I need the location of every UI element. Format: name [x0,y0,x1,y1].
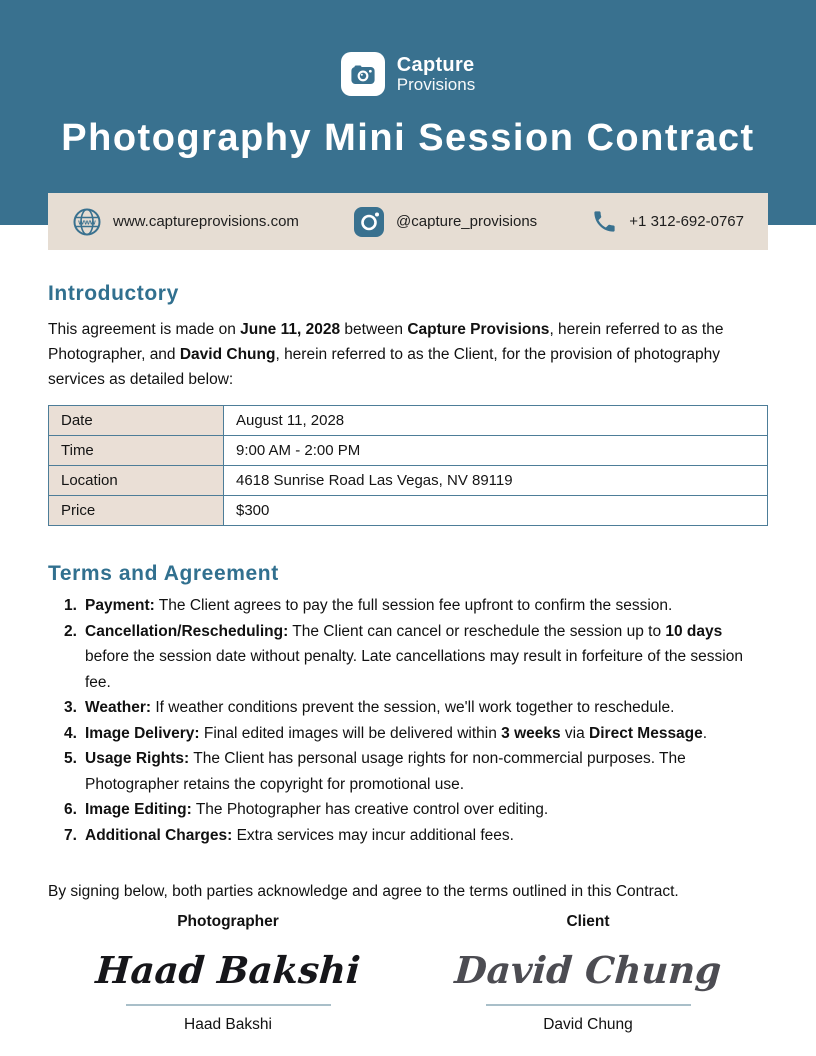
table-row-label: Location [49,466,224,496]
brand-name-top: Capture [396,53,475,76]
introductory-heading: Introductory [48,282,179,305]
term-text: Payment: The Client agrees to pay the full session fee upfront to confirm the session. [85,597,673,614]
brand-logo [0,0,816,96]
term-text: Weather: If weather conditions prevent the session, we'll work together to reschedule. [85,699,675,716]
session-details-table [48,405,768,526]
contact-phone [591,208,744,235]
term-text: Additional Charges: Extra services may incur additional fees. [85,826,514,844]
term-item-additional-charges [48,823,768,849]
term-item-image-editing [48,797,768,823]
table-row-value: 4618 Sunrise Road Las Vegas, NV 89119 [224,466,768,496]
signature-role-label: Photographer [177,913,279,930]
header [0,0,816,225]
client-signature: David Chung [453,948,723,992]
term-item-usage-rights [48,746,768,797]
globe-icon [72,207,102,237]
signature-printed-name: David Chung [543,1016,633,1033]
page-title: Photography Mini Session Contract [61,117,755,159]
photographer-signature: Haad Bakshi [94,948,362,992]
table-row-label: Price [49,496,224,526]
term-number: 5. [64,750,77,767]
term-text: Usage Rights: The Client has personal usage rights for non-commercial purposes. The Photographer retains the copyright for promotional use. [85,750,686,793]
term-item-payment [48,593,768,619]
term-item-cancellation [48,619,768,696]
contact-bar [48,193,768,250]
table-row [49,436,768,466]
term-text: Cancellation/Rescheduling: The Client can cancel or reschedule the session up to 10 days before the session date without penalty. Late cancellations may result in forfeiture of the session fee. [85,622,743,691]
table-row-label: Date [49,406,224,436]
terms-list [48,593,768,848]
term-text: Image Editing: The Photographer has creative control over editing. [85,801,549,818]
svg-text:www: www [78,217,96,227]
camera-icon [341,52,385,96]
signature-role-label: Client [566,913,610,930]
table-row [49,496,768,526]
table-row-value: $300 [224,496,768,526]
contract-body [0,280,816,1034]
term-number: 4. [64,724,77,742]
introductory-paragraph: This agreement is made on June 11, 2028 between Capture Provisions, herein referred to as the Photographer, and David Chung, herein referred to as the Client, for the provision of photography services as detailed below: [48,321,724,388]
contact-instagram [353,206,537,238]
signature-line [486,1004,691,1006]
client-signature-block [433,913,743,1034]
table-row [49,466,768,496]
term-number: 6. [64,801,77,818]
table-row-label: Time [49,436,224,466]
brand-name-bottom: Provisions [396,74,476,94]
website-text: www.captureprovisions.com [113,213,299,230]
closing-statement: By signing below, both parties acknowledge and agree to the terms outlined in this Contract. [48,883,679,900]
term-number: 2. [64,622,77,640]
photographer-signature-block [73,913,383,1034]
signature-printed-name: Haad Bakshi [184,1016,272,1033]
term-item-weather [48,695,768,721]
brand-name [397,55,475,94]
instagram-handle-text: @capture_provisions [396,213,538,230]
term-number: 1. [64,597,77,614]
table-row-value: August 11, 2028 [224,406,768,436]
signature-line [126,1004,331,1006]
term-text: Image Delivery: Final edited images will be delivered within 3 weeks via Direct Message. [85,724,708,742]
term-item-image-delivery [48,721,768,747]
terms-heading: Terms and Agreement [48,562,279,585]
phone-icon [591,208,618,235]
table-row-value: 9:00 AM - 2:00 PM [224,436,768,466]
term-number: 7. [64,826,77,844]
phone-number-text: +1 312-692-0767 [629,213,744,230]
signature-section [48,913,768,1034]
instagram-icon [353,206,385,238]
table-row [49,406,768,436]
term-number: 3. [64,699,77,716]
contact-website [72,207,299,237]
